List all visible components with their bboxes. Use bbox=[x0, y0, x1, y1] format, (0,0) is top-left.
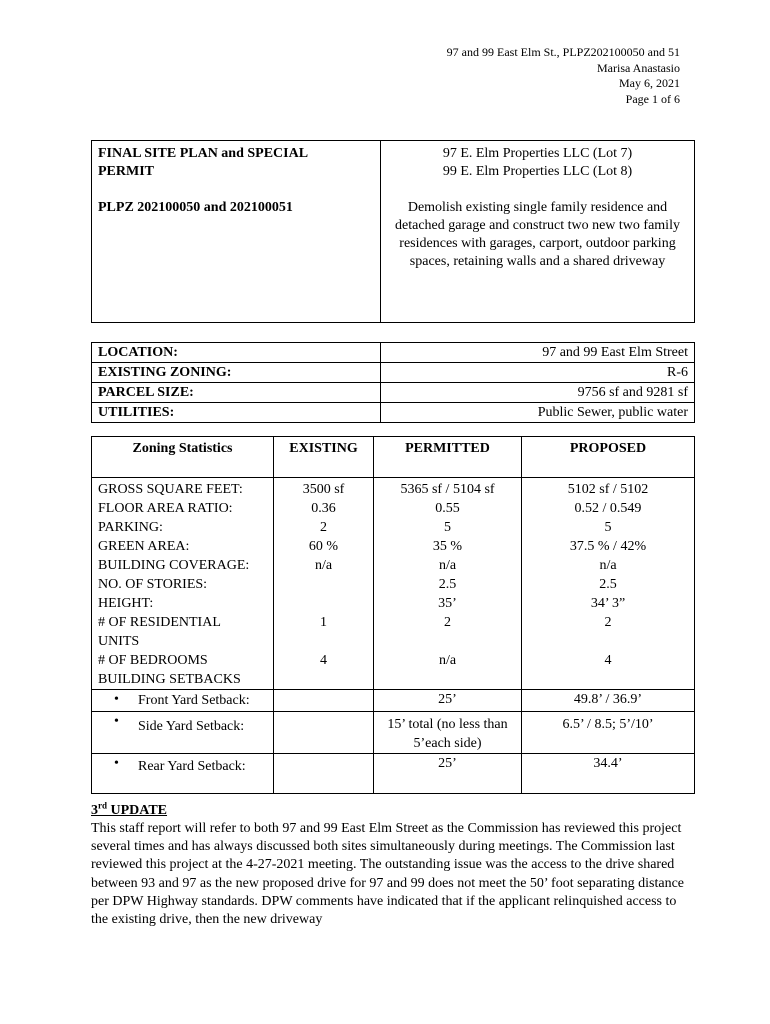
stat-labels-block bbox=[92, 478, 274, 690]
update-heading: 3rd UPDATE bbox=[91, 800, 168, 818]
stat-label: GROSS SQUARE FEET: bbox=[98, 482, 243, 497]
existing-value: 1 bbox=[320, 615, 327, 630]
stat-label: BUILDING COVERAGE: bbox=[98, 558, 250, 573]
side-setback-existing bbox=[274, 712, 374, 754]
col-header-proposed: PROPOSED bbox=[522, 437, 695, 478]
proposed-values-block bbox=[522, 478, 695, 690]
proposed-value: 2.5 bbox=[599, 577, 617, 592]
existing-value: 0.36 bbox=[311, 501, 336, 516]
side-setback-row bbox=[92, 712, 695, 754]
location-box bbox=[91, 342, 695, 423]
table-header-row bbox=[92, 437, 695, 478]
header-author: Marisa Anastasio bbox=[597, 60, 680, 75]
permitted-values-block bbox=[374, 478, 522, 690]
zoning-statistics-table bbox=[91, 436, 695, 794]
header-page-number: Page 1 of 6 bbox=[625, 91, 680, 106]
proposed-value: 37.5 % / 42% bbox=[569, 539, 647, 554]
permitted-value: 0.55 bbox=[435, 501, 460, 516]
stat-label: HEIGHT: bbox=[98, 596, 154, 611]
report-title-line2: PERMIT bbox=[98, 164, 154, 179]
col-header-zoning-statistics: Zoning Statistics bbox=[92, 437, 274, 478]
zoning-row bbox=[92, 363, 695, 383]
permitted-value: 5365 sf / 5104 sf bbox=[400, 482, 495, 497]
proposed-value: 5102 sf / 5102 bbox=[567, 482, 649, 497]
location-value: 97 and 99 East Elm Street bbox=[381, 343, 695, 363]
stat-label: # OF RESIDENTIAL bbox=[98, 615, 221, 630]
proposed-value: 2 bbox=[604, 615, 612, 630]
permitted-value: 5 bbox=[444, 520, 451, 535]
rear-setback-row bbox=[92, 754, 695, 794]
permitted-value: 2 bbox=[444, 615, 451, 630]
proposed-value: 5 bbox=[604, 520, 612, 535]
existing-value: n/a bbox=[314, 558, 333, 573]
utilities-value: Public Sewer, public water bbox=[381, 403, 695, 423]
front-setback-proposed: 49.8’ / 36.9’ bbox=[522, 690, 695, 712]
side-setback-proposed: 6.5’ / 8.5; 5’/10’ bbox=[522, 712, 695, 754]
permitted-value: 35 % bbox=[432, 539, 463, 554]
proposed-value: 4 bbox=[604, 653, 612, 668]
front-setback-label: • Front Yard Setback: bbox=[92, 690, 274, 712]
title-cell bbox=[92, 141, 381, 323]
proposed-value: 34’ 3” bbox=[590, 596, 626, 611]
existing-values-block bbox=[274, 478, 374, 690]
rear-setback-permitted: 25’ bbox=[374, 754, 522, 794]
owner-lot8: 99 E. Elm Properties LLC (Lot 8) bbox=[442, 164, 633, 179]
plpz-number: PLPZ 202100050 and 202100051 bbox=[98, 200, 293, 215]
existing-value bbox=[280, 594, 367, 613]
existing-value bbox=[280, 575, 367, 594]
front-setback-existing bbox=[274, 690, 374, 712]
stat-label: UNITS bbox=[98, 634, 140, 649]
title-box bbox=[91, 140, 695, 323]
parcel-row bbox=[92, 383, 695, 403]
rear-setback-label: • Rear Yard Setback: bbox=[92, 754, 274, 794]
front-setback-row bbox=[92, 690, 695, 712]
stat-label: PARKING: bbox=[98, 520, 163, 535]
parcel-label: PARCEL SIZE: bbox=[92, 383, 381, 403]
existing-value: 2 bbox=[320, 520, 327, 535]
zoning-value: R-6 bbox=[381, 363, 695, 383]
table-body bbox=[92, 478, 695, 690]
front-setback-permitted: 25’ bbox=[374, 690, 522, 712]
update-body-text: This staff report will refer to both 97 and 99 East Elm Street as the Commission has reviewed this project several times and has always discussed both sites simultaneously during meetings. The Commission last reviewed this project at the 4-27-2021 meeting. The outstanding issue was the access to the drive shared between 93 and 97 as the new proposed drive for 97 and 99 does not meet the 50’ foot separating distance per DPW Highway standards. DPW comments have indicated that if the applicant relinquished access to the existing drive, then the new driveway bbox=[91, 821, 685, 928]
col-header-permitted: PERMITTED bbox=[374, 437, 522, 478]
rear-setback-existing bbox=[274, 754, 374, 794]
permitted-value: n/a bbox=[438, 558, 457, 573]
utilities-row bbox=[92, 403, 695, 423]
applicant-cell bbox=[381, 141, 695, 323]
stat-label: GREEN AREA: bbox=[98, 539, 190, 554]
permitted-value: 2.5 bbox=[438, 577, 457, 592]
project-description: Demolish existing single family residence and detached garage and construct two new two family residences with garages, carport, outdoor parking spaces, retaining walls and a shared driveway bbox=[395, 200, 680, 269]
existing-value: 3500 sf bbox=[302, 482, 345, 497]
report-title-line1: FINAL SITE PLAN and SPECIAL bbox=[98, 146, 309, 161]
utilities-label: UTILITIES: bbox=[92, 403, 381, 423]
existing-value: 4 bbox=[320, 653, 327, 668]
proposed-value: 0.52 / 0.549 bbox=[574, 501, 642, 516]
col-header-existing: EXISTING bbox=[274, 437, 374, 478]
rear-setback-proposed: 34.4’ bbox=[522, 754, 695, 794]
zoning-label: EXISTING ZONING: bbox=[92, 363, 381, 383]
location-label: LOCATION: bbox=[92, 343, 381, 363]
stat-label: # OF BEDROOMS bbox=[98, 653, 208, 668]
stat-label: FLOOR AREA RATIO: bbox=[98, 501, 233, 516]
update-section bbox=[91, 802, 695, 929]
side-setback-permitted: 15’ total (no less than 5’each side) bbox=[374, 712, 522, 754]
location-row bbox=[92, 343, 695, 363]
stat-label: NO. OF STORIES: bbox=[98, 577, 208, 592]
existing-value: 60 % bbox=[308, 539, 339, 554]
stat-label: BUILDING SETBACKS bbox=[98, 672, 241, 687]
page-header bbox=[447, 45, 680, 107]
proposed-value: n/a bbox=[599, 558, 617, 573]
header-reference: 97 and 99 East Elm St., PLPZ202100050 and 51 bbox=[446, 45, 680, 59]
permitted-value: 35’ bbox=[438, 596, 457, 611]
header-date: May 6, 2021 bbox=[619, 76, 680, 90]
permitted-value: n/a bbox=[438, 653, 457, 668]
parcel-value: 9756 sf and 9281 sf bbox=[381, 383, 695, 403]
side-setback-label: • Side Yard Setback: bbox=[92, 712, 274, 754]
owner-lot7: 97 E. Elm Properties LLC (Lot 7) bbox=[442, 146, 633, 161]
